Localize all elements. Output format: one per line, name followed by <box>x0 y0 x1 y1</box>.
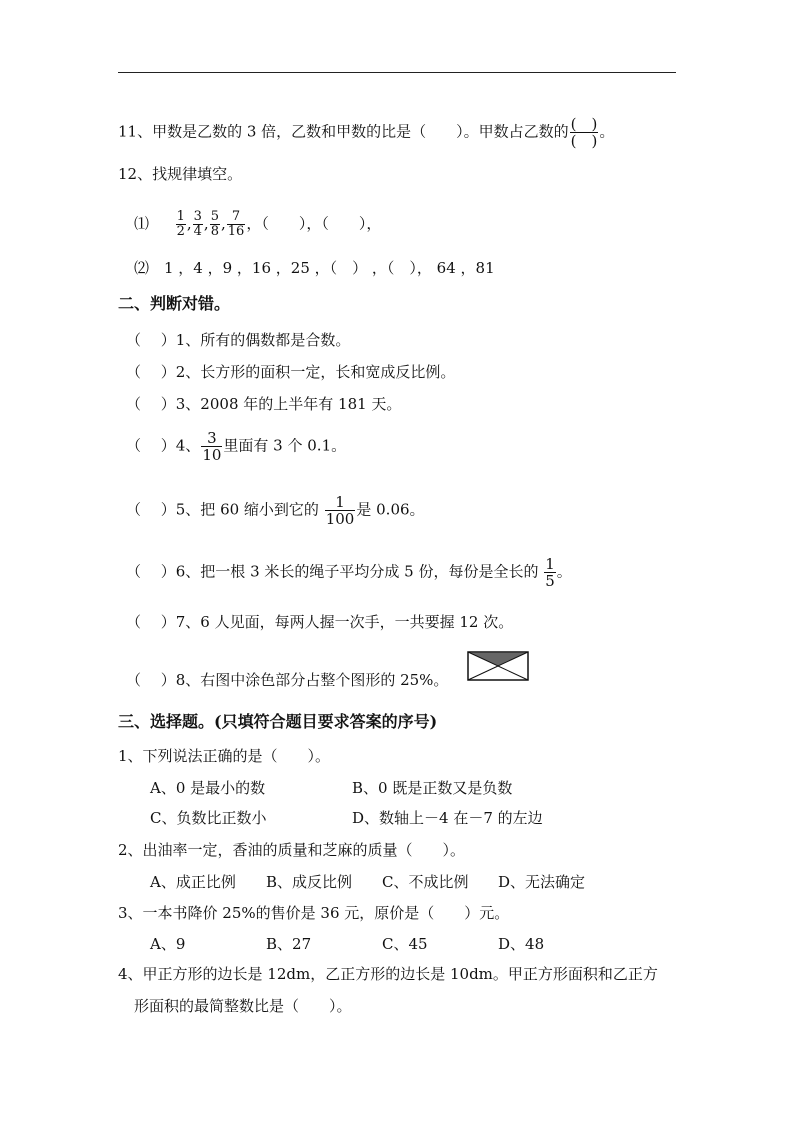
choice-3-option-a: A、9 <box>150 935 186 953</box>
part-1-label: ⑴ <box>134 214 150 233</box>
question-12-part-1: ⑴ $\frac{1}{2}$ , $\frac{3}{4}$ , $\frac{5}{8}$ , $\frac{7}{16}$ ，（ ），（ ）， <box>134 209 382 239</box>
sequence-fraction: $\frac{3}{4}$ <box>193 209 202 239</box>
question-12-part-2: ⑵ 1 ，4 ，9 ，16 ，25 ，（ ） ，（ ）， 64 ，81 <box>134 259 495 277</box>
part-1-tail: ，（ ），（ ）， <box>246 214 382 233</box>
sequence-fraction: $\frac{7}{16}$ <box>227 209 245 239</box>
choice-1-option-a: A、0 是最小的数 <box>150 779 266 797</box>
header-rule <box>118 72 676 73</box>
fraction-3-10: $\frac{3}{10}$ <box>202 429 222 464</box>
question-11-fraction <box>570 116 599 149</box>
choice-3-option-c: C、45 <box>382 935 428 953</box>
choice-1-option-b: B、0 既是正数又是负数 <box>352 779 513 797</box>
choice-2-stem: 2、出油率一定，香油的质量和芝麻的质量（ ）。 <box>118 841 466 859</box>
choice-3-stem: 3、一本书降价 25%的售价是 36 元，原价是（ ）元。 <box>118 904 510 922</box>
judge-item-3: （ ）3、2008 年的上半年有 181 天。 <box>126 395 402 413</box>
question-11 <box>118 116 614 149</box>
judge-item-1: （ ）1、所有的偶数都是合数。 <box>126 331 351 349</box>
sequence-fraction: $\frac{5}{8}$ <box>210 209 219 239</box>
fraction-1-100: $\frac{1}{100}$ <box>325 493 355 528</box>
choice-4-line-1: 4、甲正方形的边长是 12dm，乙正方形的边长是 10dm。甲正方形面积和乙正方 <box>118 965 658 983</box>
sequence-fraction: $\frac{1}{2}$ <box>176 209 185 239</box>
judge-item-7: （ ）7、6 人见面，每两人握一次手，一共要握 12 次。 <box>126 613 514 631</box>
choice-1-option-c: C、负数比正数小 <box>150 809 267 827</box>
choice-3-option-d: D、48 <box>498 935 545 953</box>
section-2-title: 二、判断对错。 <box>118 294 231 313</box>
choice-4-line-2: 形面积的最简整数比是（ ）。 <box>134 997 352 1015</box>
judge-item-2: （ ）2、长方形的面积一定，长和宽成反比例。 <box>126 363 456 381</box>
choice-2-option-d: D、无法确定 <box>498 873 586 891</box>
choice-1-option-d: D、数轴上－4 在－7 的左边 <box>352 809 543 827</box>
choice-1-stem: 1、下列说法正确的是（ ）。 <box>118 747 331 765</box>
judge-item-8: （ ）8、右图中涂色部分占整个图形的 25%。 <box>126 671 449 689</box>
judge-item-4: （ ）4、 $\frac{3}{10}$ 里面有 3 个 0.1。 <box>126 429 347 464</box>
fraction-1-5: $\frac{1}{5}$ <box>545 555 555 590</box>
fraction-numerator: ( ) <box>570 115 598 133</box>
choice-3-option-b: B、27 <box>266 935 312 953</box>
choice-2-option-c: C、不成比例 <box>382 873 469 891</box>
judge-item-5: （ ）5、把 60 缩小到它的 $\frac{1}{100}$ 是 0.06。 <box>126 493 425 528</box>
envelope-figure <box>467 651 529 681</box>
section-3-title: 三、选择题。(只填符合题目要求答案的序号) <box>118 712 438 731</box>
judge-item-6: （ ）6、把一根 3 米长的绳子平均分成 5 份，每份是全长的 $\frac{1}{5}$ 。 <box>126 555 572 590</box>
choice-2-option-b: B、成反比例 <box>266 873 353 891</box>
question-11-end: 。 <box>599 122 615 141</box>
question-11-text: 11、甲数是乙数的 3 倍，乙数和甲数的比是（ ）。甲数占乙数的 <box>118 122 569 141</box>
fraction-denominator: ( ) <box>570 132 598 150</box>
question-12-title: 12、找规律填空。 <box>118 165 243 183</box>
choice-2-option-a: A、成正比例 <box>150 873 236 891</box>
